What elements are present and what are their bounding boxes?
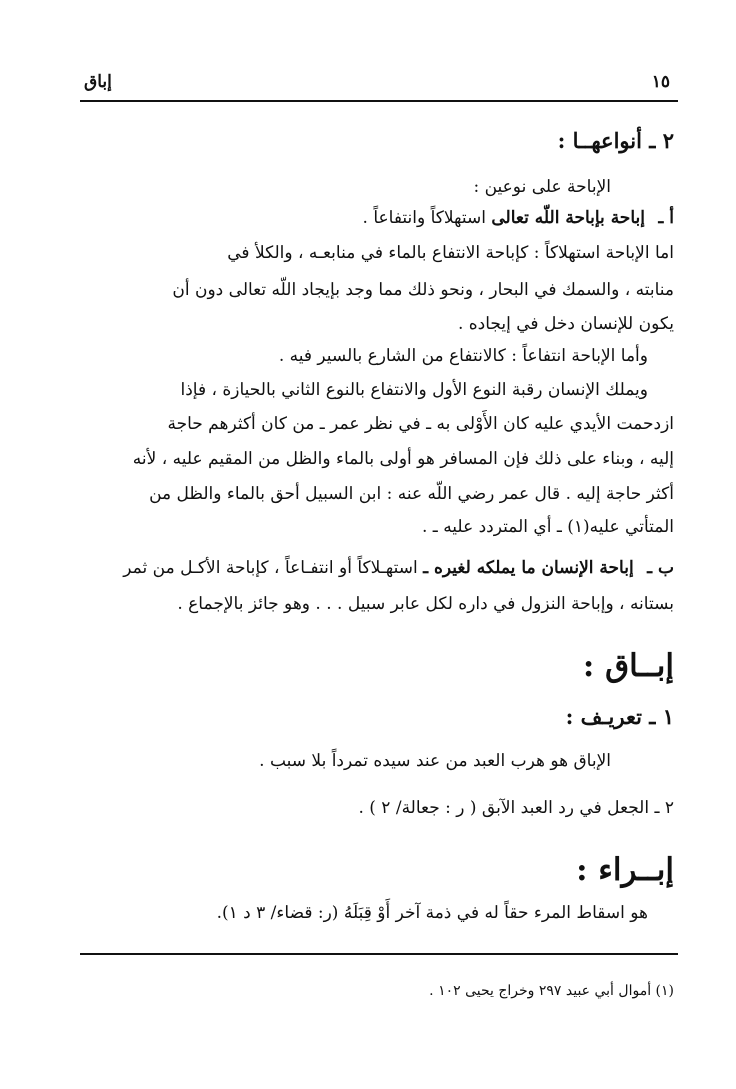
- paragraph-3-line-2: ازدحمت الأيدي عليه كان الأَوْلى به ـ في نظر عمر ـ من كان أكثرهم حاجة: [167, 414, 674, 434]
- ibra-definition: هو اسقاط المرء حقاً له في ذمة آخر أَوْ قِبَلَهُ (ر: قضاء/ ٣ د ١).: [216, 903, 648, 923]
- page-number: ١٥: [651, 72, 670, 92]
- item-b-bold-text: إباحة الإنسان ما يملكه لغيره ـ: [423, 558, 634, 578]
- section-heading-types: ٢ ـ أنواعهــا :: [557, 128, 674, 153]
- item-b-rest-text: استهـلاكاً أو انتفـاعاً ، كإباحة الأكـل من ثمر: [123, 558, 418, 578]
- item-b: [123, 558, 674, 578]
- ibaq-subheading-reward: ٢ ـ الجعل في رد العبد الآبق ( ر : جعالة/ ٢ ) .: [358, 798, 674, 818]
- item-b-line-2: بستانه ، وإباحة النزول في داره لكل عابر سبيل . . . وهو جائز بالإجماع .: [177, 594, 674, 614]
- footnote-rule: [80, 953, 678, 955]
- section-heading-ibra: إبــراء :: [576, 852, 674, 888]
- paragraph-3-line-4: أكثر حاجة إليه . قال عمر رضي اللّه عنه : ابن السبيل أحق بالماء والظل من: [149, 484, 674, 504]
- paragraph-1-line-1: اما الإباحة استهلاكاً : كإباحة الانتفاع بالماء في منابعـه ، والكلأ في: [227, 243, 674, 263]
- running-title: إباق: [84, 72, 112, 92]
- item-a-bold-text: إباحة بإباحة اللّه تعالى: [491, 208, 645, 228]
- ibaq-definition: الإباق هو هرب العبد من عند سيده تمرداً بلا سبب .: [259, 751, 611, 771]
- ibaq-subheading-definition: ١ ـ تعريـف :: [565, 704, 674, 729]
- item-a-marker: أ ـ: [658, 208, 674, 228]
- header-rule: [80, 100, 678, 102]
- item-a: [363, 208, 674, 228]
- item-a-rest-text: استهلاكاً وانتفاعاً .: [362, 208, 486, 228]
- footnote-1: (١) أموال أبي عبيد ٢٩٧ وخراج يحيى ١٠٢ .: [429, 983, 674, 999]
- paragraph-1-line-2: منابته ، والسمك في البحار ، ونحو ذلك مما وجد بإيجاد اللّه تعالى دون أن: [172, 280, 674, 300]
- paragraph-3-line-3: إليه ، وبناء على ذلك فإن المسافر هو أولى بالماء والظل من المقيم عليه ، لأنه: [132, 449, 674, 469]
- paragraph-2: وأما الإباحة انتفاعاً : كالانتفاع من الشارع بالسير فيه .: [278, 346, 648, 366]
- item-b-marker: ب ـ: [647, 558, 674, 578]
- paragraph-1-line-3: يكون للإنسان دخل في إيجاده .: [457, 314, 674, 334]
- section-heading-ibaq: إبــاق :: [582, 648, 674, 684]
- paragraph-3-line-5: المتأتي عليه(١) ـ أي المتردد عليه ـ .: [422, 517, 674, 537]
- paragraph-3-line-1: ويملك الإنسان رقبة النوع الأول والانتفاع بالنوع الثاني بالحيازة ، فإذا: [180, 380, 648, 400]
- intro-line: الإباحة على نوعين :: [473, 177, 611, 197]
